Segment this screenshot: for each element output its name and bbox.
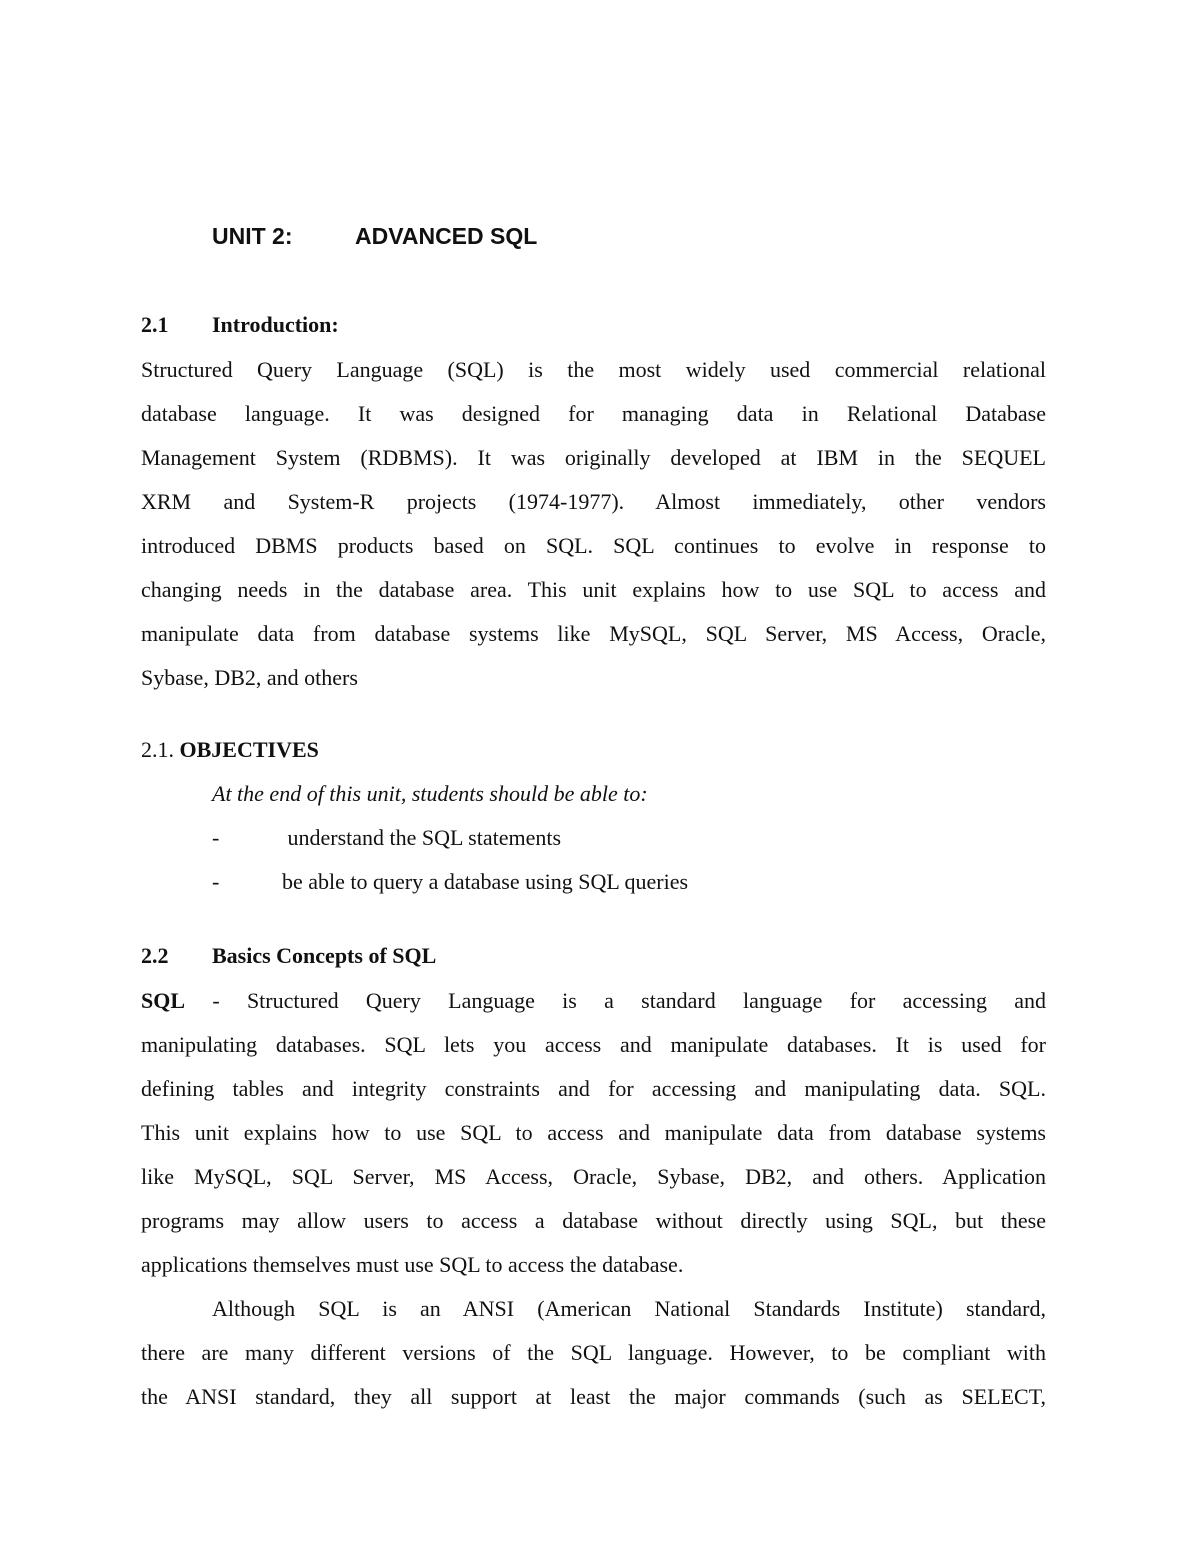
- paragraph-line: introduced DBMS products based on SQL. SQL continues to evolve in response to: [141, 533, 1046, 558]
- paragraph-line: manipulate data from database systems like MySQL, SQL Server, MS Access, Oracle,: [141, 621, 1046, 646]
- bullet-dash: -: [212, 825, 220, 850]
- basics-paragraph: [141, 979, 1046, 1287]
- paragraph-line: This unit explains how to use SQL to access and manipulate data from database systems: [141, 1120, 1046, 1145]
- objective-text: understand the SQL statements: [282, 825, 562, 850]
- paragraph-line: [141, 979, 1046, 1023]
- section-heading-objectives: [141, 737, 319, 763]
- objective-item: [212, 825, 561, 851]
- paragraph-line: XRM and System-R projects (1974-1977). Almost immediately, other vendors: [141, 489, 1046, 514]
- paragraph-line: Structured Query Language (SQL) is the most widely used commercial relational: [141, 357, 1046, 382]
- section-title: OBJECTIVES: [179, 737, 319, 762]
- unit-title: [212, 223, 537, 250]
- objectives-intro: At the end of this unit, students should be able to:: [212, 781, 648, 806]
- objective-text: be able to query a database using SQL queries: [282, 869, 689, 894]
- unit-label: UNIT 2:: [212, 223, 293, 249]
- section-title: Basics Concepts of SQL: [212, 943, 437, 968]
- paragraph-line: manipulating databases. SQL lets you access and manipulate databases. It is used for: [141, 1032, 1046, 1057]
- introduction-paragraph: [141, 348, 1046, 700]
- paragraph-line: the ANSI standard, they all support at least the major commands (such as SELECT,: [141, 1384, 1046, 1409]
- paragraph-line: like MySQL, SQL Server, MS Access, Oracle, Sybase, DB2, and others. Application: [141, 1164, 1046, 1189]
- paragraph-line: there are many different versions of the SQL language. However, to be compliant with: [141, 1340, 1046, 1365]
- bullet-dash: -: [212, 869, 220, 894]
- paragraph-line: defining tables and integrity constraints and for accessing and manipulating data. SQL.: [141, 1076, 1046, 1101]
- unit-heading: ADVANCED SQL: [355, 223, 538, 249]
- section-number: 2.2: [141, 943, 169, 968]
- paragraph-text: - Structured Query Language is a standard language for accessing and: [185, 988, 1046, 1013]
- paragraph-line: programs may allow users to access a database without directly using SQL, but these: [141, 1208, 1046, 1233]
- paragraph-line: database language. It was designed for managing data in Relational Database: [141, 401, 1046, 426]
- paragraph-line: Management System (RDBMS). It was originally developed at IBM in the SEQUEL: [141, 445, 1046, 470]
- paragraph-line: changing needs in the database area. This unit explains how to use SQL to access and: [141, 577, 1046, 602]
- section-title: Introduction:: [212, 312, 339, 337]
- ansi-paragraph: [141, 1287, 1046, 1419]
- paragraph-line: applications themselves must use SQL to access the database.: [141, 1252, 684, 1277]
- objective-item: [212, 869, 688, 895]
- section-number: 2.1.: [141, 737, 174, 762]
- sql-term: SQL: [141, 988, 186, 1013]
- paragraph-line: Although SQL is an ANSI (American National Standards Institute) standard,: [212, 1296, 1046, 1321]
- section-number: 2.1: [141, 312, 169, 337]
- section-heading-introduction: [141, 312, 339, 338]
- section-heading-basics: [141, 943, 436, 969]
- paragraph-line: Sybase, DB2, and others: [141, 665, 358, 690]
